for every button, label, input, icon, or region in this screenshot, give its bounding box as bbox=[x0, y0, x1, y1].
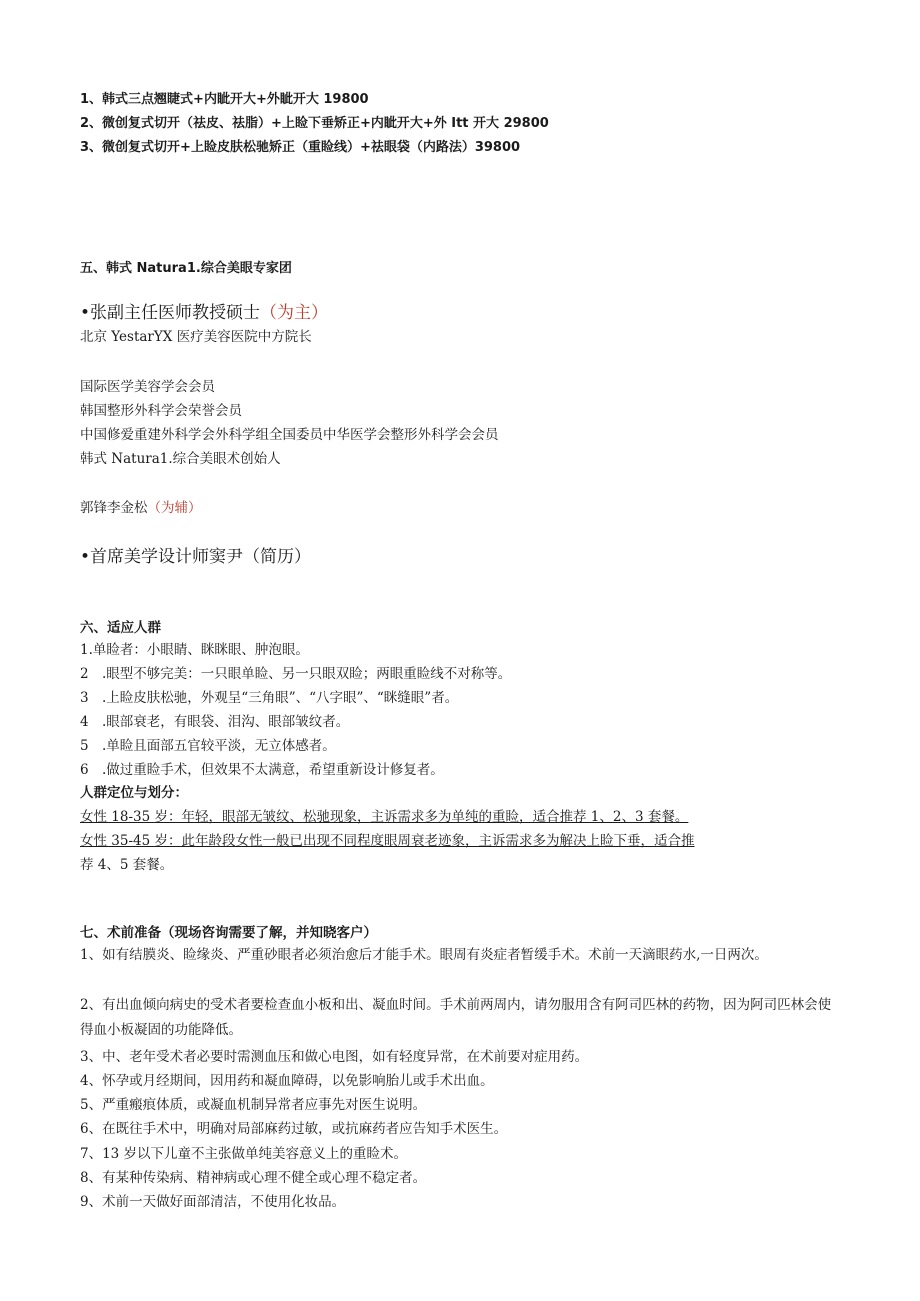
package-item: 2、微创复式切开（祛皮、祛脂）+上睑下垂矫正+内眦开大+外 Itt 开大 29800 bbox=[80, 116, 549, 131]
section-heading-team: 五、韩式 Natura1.综合美眼专家团 bbox=[80, 261, 292, 276]
prep-item: 5、严重瘢痕体质，或凝血机制异常者应事先对医生说明。 bbox=[80, 1097, 427, 1113]
suitable-item: 6 .做过重睑手术，但效果不太满意，希望重新设计修复者。 bbox=[80, 762, 444, 778]
suitable-item: 4 .眼部衰老，有眼袋、泪沟、眼部皱纹者。 bbox=[80, 714, 350, 730]
package-item: 3、微创复式切开+上睑皮肤松驰矫正（重睑线）+祛眼袋（内路法）39800 bbox=[80, 140, 521, 155]
segment-line: 女性 35-45 岁：此年龄段女性一般已出现不同程度眼周衰老迹象，主诉需求多为解决上睑下垂，适合推 bbox=[80, 833, 695, 849]
credential-item: 中国修爱重建外科学会外科学组全国委员中华医学会整形外科学会会员 bbox=[80, 427, 499, 443]
lead-expert-title: 北京 YestarYX 医疗美容医院中方院长 bbox=[80, 329, 312, 345]
prep-item: 8、有某种传染病、精神病或心理不健全或心理不稳定者。 bbox=[80, 1170, 427, 1186]
designer-line: •首席美学设计师窦尹（简历） bbox=[80, 547, 312, 567]
prep-item: 9、术前一天做好面部清洁，不使用化妆品。 bbox=[80, 1194, 346, 1210]
package-item: 1、韩式三点翘睫式+内眦开大+外眦开大 19800 bbox=[80, 92, 369, 107]
suitable-item: 2 .眼型不够完美：一只眼单睑、另一只眼双睑；两眼重睑线不对称等。 bbox=[80, 666, 512, 682]
suitable-item: 3 .上睑皮肤松驰，外观呈“三角眼”、“八字眼”、“眯缝眼”者。 bbox=[80, 690, 459, 706]
lead-expert-line bbox=[80, 298, 328, 323]
credential-item: 国际医学美容学会会员 bbox=[80, 379, 215, 395]
prep-item: 7、13 岁以下儿童不主张做单纯美容意义上的重睑术。 bbox=[80, 1146, 408, 1162]
lead-expert-tag: （为主） bbox=[260, 303, 329, 323]
position-heading: 人群定位与划分： bbox=[80, 785, 188, 801]
section-heading-prep: 七、术前准备（现场咨询需要了解，并知晓客户） bbox=[80, 925, 377, 941]
prep-item: 3、中、老年受术者必要时需测血压和做心电图，如有轻度异常，在术前要对症用药。 bbox=[80, 1049, 589, 1065]
prep-item: 4、怀孕或月经期间，因用药和凝血障碍，以免影响胎儿或手术出血。 bbox=[80, 1073, 494, 1089]
credential-item: 韩国整形外科学会荣誉会员 bbox=[80, 403, 242, 419]
assistant-name: 郭锋李金松 bbox=[80, 500, 148, 516]
suitable-item: 1.单睑者：小眼睛、眯眯眼、肿泡眼。 bbox=[80, 642, 309, 658]
prep-item: 6、在既往手术中，明确对局部麻药过敏，或抗麻药者应告知手术医生。 bbox=[80, 1121, 508, 1137]
section-heading-suitable: 六、适应人群 bbox=[80, 620, 161, 636]
lead-expert-name: •张副主任医师教授硕士 bbox=[80, 303, 261, 323]
prep-item: 2、有出血倾向病史的受术者要检查血小板和出、凝血时间。手术前两周内，请勿服用含有阿司匹林的药物，因为阿司匹林会使得血小板凝固的功能降低。 bbox=[80, 997, 832, 1038]
credential-item: 韩式 Natura1.综合美眼术创始人 bbox=[80, 451, 281, 467]
prep-item: 1、如有结膜炎、睑缘炎、严重砂眼者必须治愈后才能手术。眼周有炎症者暂缓手术。术前一天滴眼药水,一日两次。 bbox=[80, 947, 768, 963]
segment-line-cont: 荐 4、5 套餐。 bbox=[80, 857, 174, 873]
assistant-line bbox=[80, 496, 202, 516]
suitable-item: 5 .单睑且面部五官较平淡，无立体感者。 bbox=[80, 738, 336, 754]
assistant-tag: （为辅） bbox=[147, 500, 202, 516]
segment-line: 女性 18-35 岁：年轻，眼部无皱纹、松驰现象，主诉需求多为单纯的重睑，适合推荐 1、2、3 套餐。 bbox=[80, 809, 689, 825]
